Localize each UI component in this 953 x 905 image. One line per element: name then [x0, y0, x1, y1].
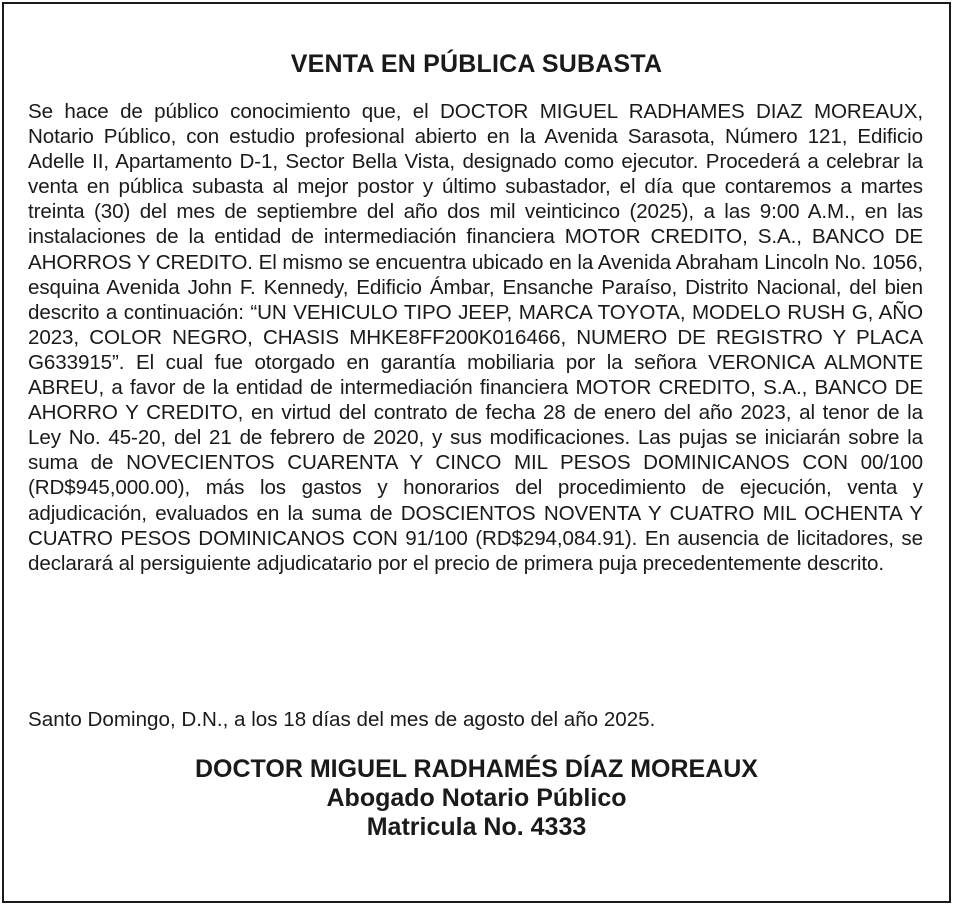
signatory-registration: Matricula No. 4333 [366, 813, 587, 841]
auction-notice [2, 2, 951, 903]
signatory-name: DOCTOR MIGUEL RADHAMÉS DÍAZ MOREAUX [195, 755, 758, 783]
notice-title: VENTA EN PÚBLICA SUBASTA [290, 50, 663, 78]
notice-date-line: Santo Domingo, D.N., a los 18 días del mes de agosto del año 2025. [28, 708, 656, 731]
notice-body: Se hace de público conocimiento que, el DOCTOR MIGUEL RADHAMES DIAZ MOREAUX, Notario Público, con estudio profesional abierto en la Avenida Sarasota, Número 121, Edificio Adelle II, Apartamento D-1, Sector Bella Vista, designado como ejecutor. Procederá a celebrar la venta en pública subasta al mejor postor y último subastador, el día que contaremos a martes treinta (30) del mes de septiembre del año dos mil veinticinco (2025), a las 9:00 A.M., en las instalaciones de la entidad de intermediación financiera MOTOR CREDITO, S.A., BANCO DE AHORROS Y CREDITO. El mismo se encuentra ubicado en la Avenida Abraham Lincoln No. 1056, esquina Avenida John F. Kennedy, Edificio Ámbar, Ensanche Paraíso, Distrito Nacional, del bien descrito a continuación: “UN VEHICULO TIPO JEEP, MARCA TOYOTA, MODELO RUSH G, AÑO 2023, COLOR NEGRO, CHASIS MHKE8FF200K016466, NUMERO DE REGISTRO Y PLACA G633915”. El cual fue otorgado en garantía mobiliaria por la señora VERONICA ALMONTE ABREU, a favor de la entidad de intermediación financiera MOTOR CREDITO, S.A., BANCO DE AHORRO Y CREDITO, en virtud del contrato de fecha 28 de enero del año 2023, al tenor de la Ley No. 45-20, del 21 de febrero de 2020, y sus modificaciones. Las pujas se iniciarán sobre la suma de NOVECIENTOS CUARENTA Y CINCO MIL PESOS DOMINICANOS CON 00/100 (RD$945,000.00), más los gastos y honorarios del procedimiento de ejecución, venta y adjudicación, evaluados en la suma de DOSCIENTOS NOVENTA Y CUATRO MIL OCHENTA Y CUATRO PESOS DOMINICANOS CON 91/100 (RD$294,084.91). En ausencia de licitadores, se declarará al persiguiente adjudicatario por el precio de primera puja precedentemente descrito. [28, 100, 923, 575]
signature-block [4, 754, 949, 842]
signatory-title: Abogado Notario Público [326, 784, 627, 812]
